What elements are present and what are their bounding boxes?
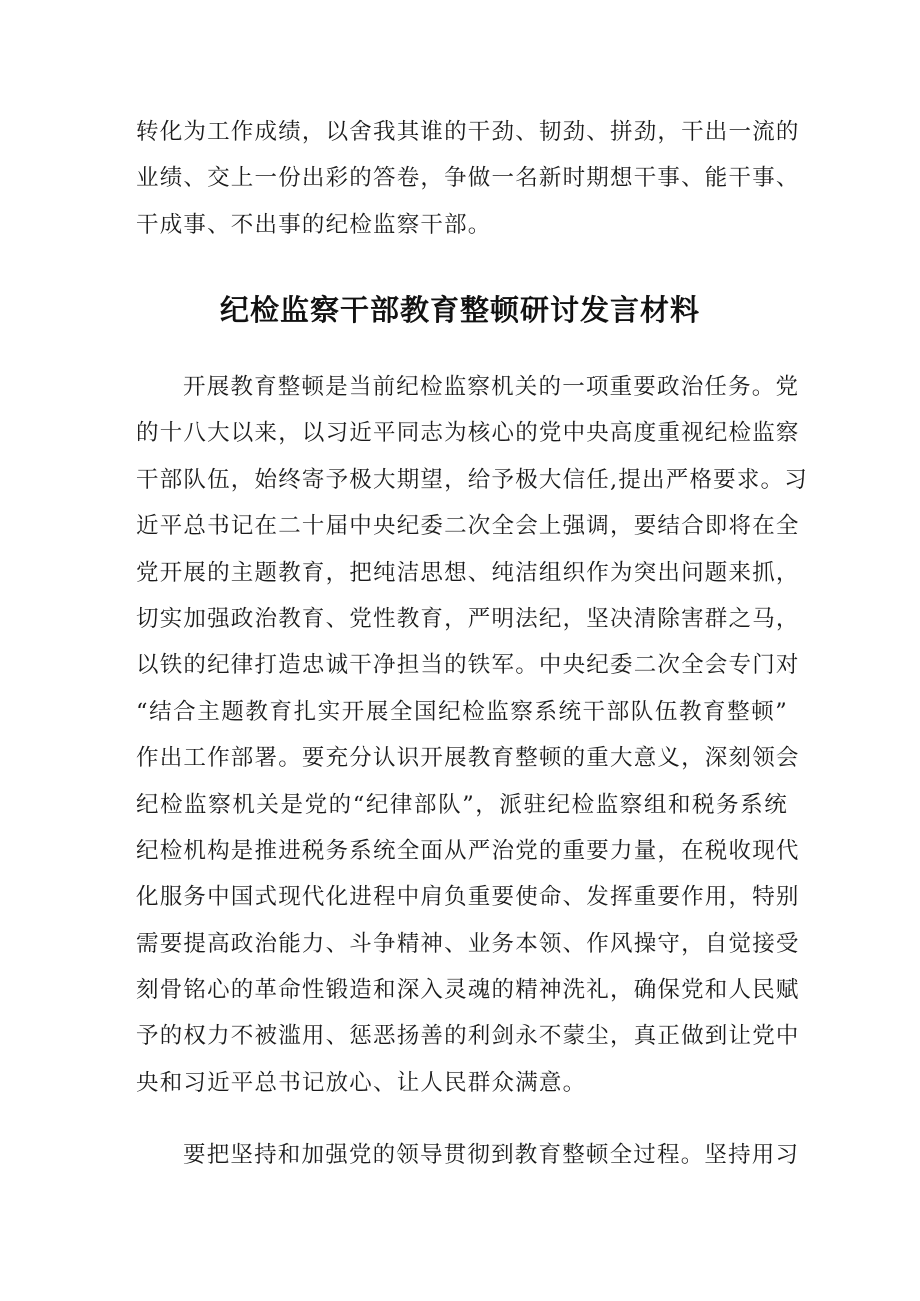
text-line: 业绩、交上一份出彩的答卷，争做一名新时期想干事、能干事、	[136, 165, 800, 192]
text-line: 近平总书记在二十届中央纪委二次全会上强调，要结合即将在全	[136, 513, 800, 540]
text-line: 开展教育整顿是当前纪检监察机关的一项重要政治任务。党	[183, 374, 800, 400]
text-line: “结合主题教育扎实开展全国纪检监察系统干部队伍教育整顿”	[136, 698, 788, 725]
text-line: 化服务中国式现代化进程中肩负重要使命、发挥重要作用，特别	[136, 884, 800, 911]
text-line: 刻骨铭心的革命性锻造和深入灵魂的精神洗礼，确保党和人民赋	[136, 977, 800, 1004]
text-line: 作出工作部署。要充分认识开展教育整顿的重大意义，深刻领会	[136, 745, 800, 772]
text-line: 央和习近平总书记放心、让人民群众满意。	[136, 1069, 587, 1096]
body-paragraph-1	[136, 364, 808, 1106]
text-line: 需要提高政治能力、斗争精神、业务本领、作风操守，自觉接受	[136, 930, 800, 957]
text-line: 干部队伍，始终寄予极大期望，给予极大信任,提出严格要求。习	[136, 466, 808, 493]
text-line: 纪检监察机关是党的“纪律部队”，派驻纪检监察组和税务系统	[136, 791, 788, 818]
text-line: 干成事、不出事的纪检监察干部。	[136, 211, 492, 238]
body-paragraph-2	[136, 1132, 800, 1178]
text-line: 以铁的纪律打造忠诚干净担当的铁军。中央纪委二次全会专门对	[136, 652, 800, 679]
document-title: 纪检监察干部教育整顿研讨发言材料	[219, 293, 700, 327]
text-line: 切实加强政治教育、党性教育，严明法纪，坚决清除害群之马，	[136, 605, 800, 632]
text-line: 党开展的主题教育，把纯洁思想、纯洁组织作为突出问题来抓，	[136, 559, 800, 586]
text-line: 纪检机构是推进税务系统全面从严治党的重要力量，在税收现代	[136, 837, 800, 864]
text-line: 的十八大以来，以习近平同志为核心的党中央高度重视纪检监察	[136, 420, 800, 447]
text-line: 要把坚持和加强党的领导贯彻到教育整顿全过程。坚持用习	[183, 1142, 800, 1168]
text-line: 予的权力不被滥用、惩恶扬善的利剑永不蒙尘，真正做到让党中	[136, 1023, 800, 1050]
text-line: 转化为工作成绩，以舍我其谁的干劲、韧劲、拼劲，干出一流的	[136, 119, 800, 145]
intro-paragraph	[136, 109, 800, 248]
